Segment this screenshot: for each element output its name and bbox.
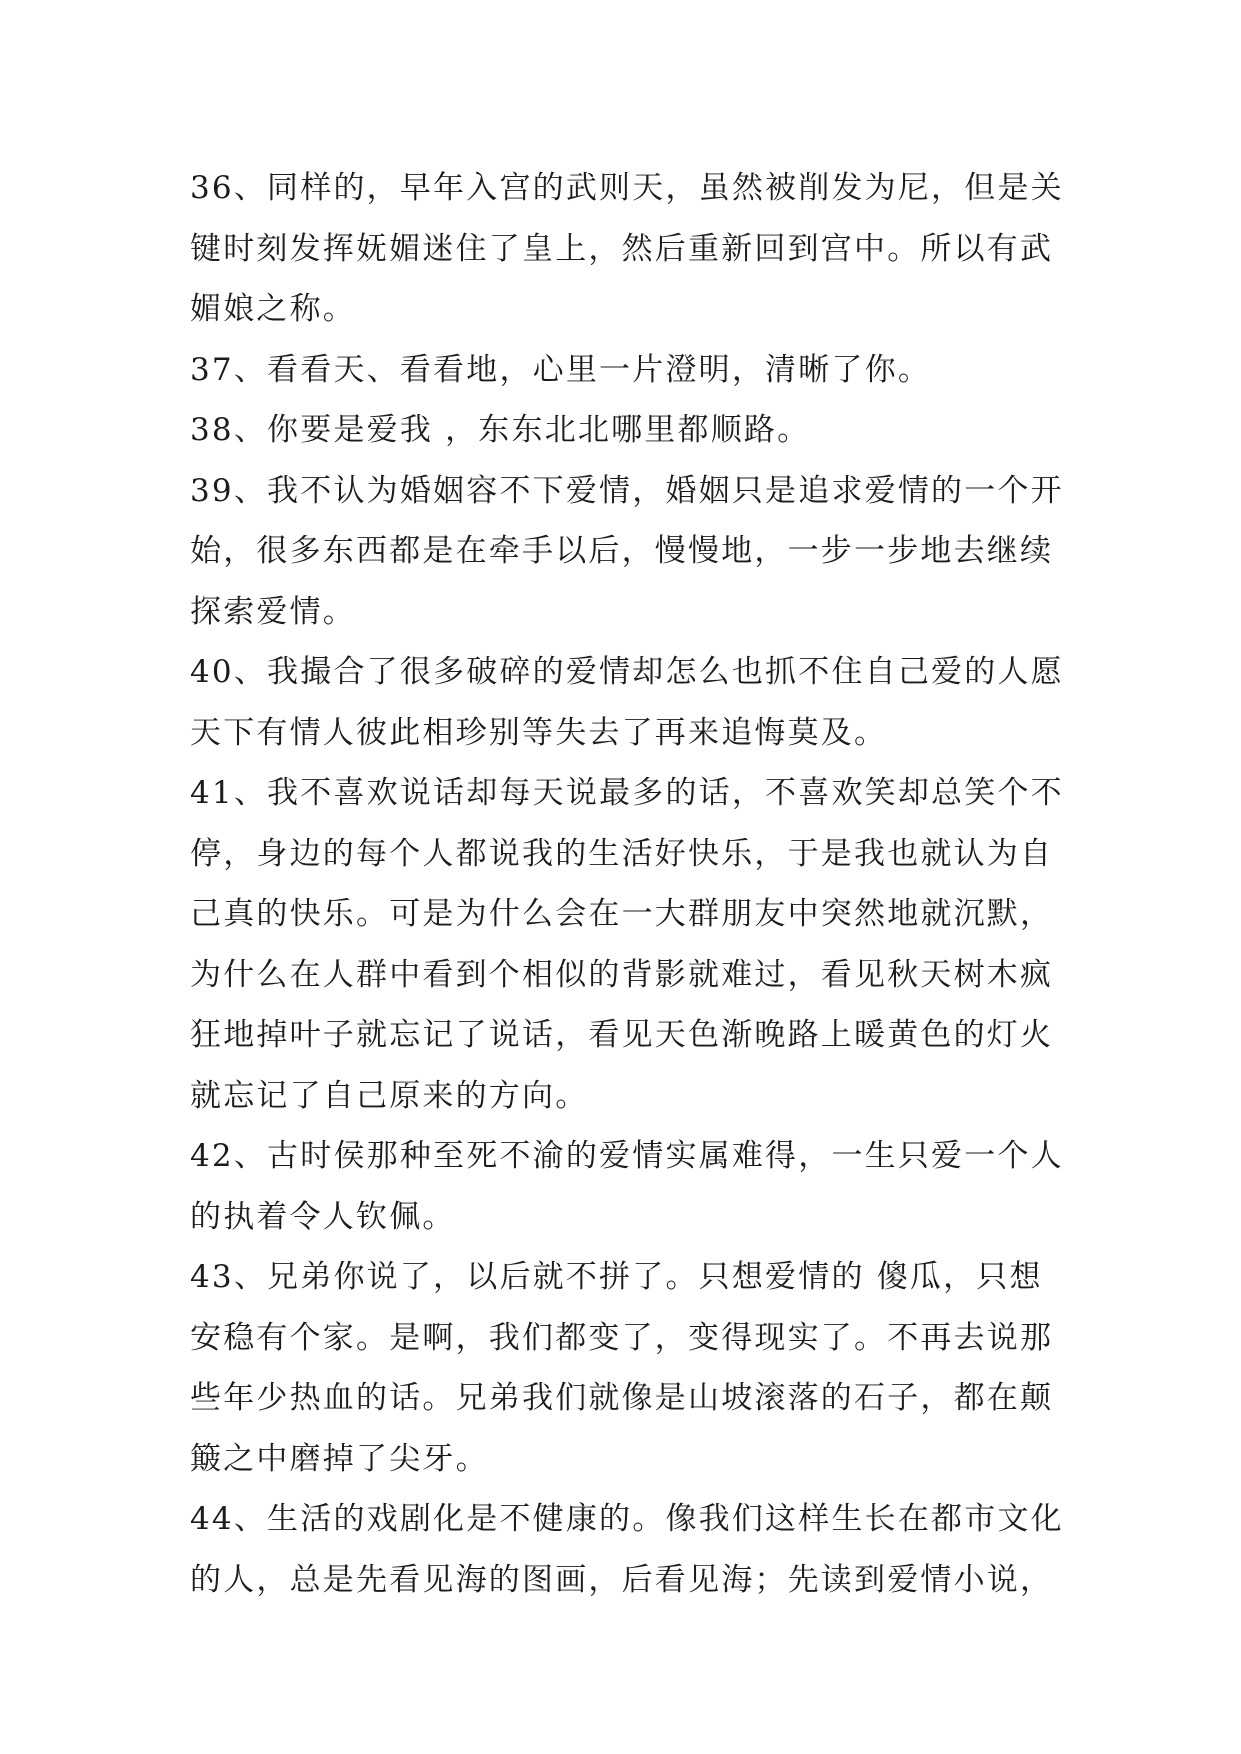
paragraph-39 (190, 461, 1064, 643)
text-line: 的执着令人钦佩。 (190, 1198, 456, 1235)
text-line: 媚娘之称。 (190, 291, 356, 327)
text-line: 37、看看天、看看地，心里一片澄明，清晰了你。 (190, 351, 932, 388)
text-line: 己真的快乐。可是为什么会在一大群朋友中突然地就沉默， (190, 896, 1054, 932)
paragraph-37 (190, 340, 1050, 401)
document-body (190, 158, 1064, 1610)
paragraph-44 (190, 1489, 1064, 1610)
text-line: 44、生活的戏剧化是不健康的。像我们这样生长在都市文化 (190, 1501, 1064, 1537)
text-line: 安稳有个家。是啊，我们都变了，变得现实了。不再去说那 (190, 1319, 1054, 1356)
text-line: 43、兄弟你说了，以后就不拼了。只想爱情的 傻瓜，只想 (190, 1259, 1043, 1295)
text-line: 键时刻发挥妩媚迷住了皇上，然后重新回到宫中。所以有武 (190, 230, 1054, 267)
paragraph-36 (190, 158, 1064, 340)
text-line: 的人，总是先看见海的图画，后看见海；先读到爱情小说， (190, 1561, 1054, 1598)
paragraph-42 (190, 1126, 1064, 1247)
text-line: 41、我不喜欢说话却每天说最多的话，不喜欢笑却总笑个不 (190, 775, 1064, 811)
text-line: 38、你要是爱我 ，东东北北哪里都顺路。 (190, 412, 811, 448)
text-line: 狂地掉叶子就忘记了说话，看见天色渐晚路上暖黄色的灯火 (190, 1017, 1054, 1053)
text-line: 就忘记了自己原来的方向。 (190, 1077, 589, 1114)
text-line: 40、我撮合了很多破碎的爱情却怎么也抓不住自己爱的人愿 (190, 654, 1064, 690)
text-line: 簸之中磨掉了尖牙。 (190, 1440, 489, 1477)
text-line: 始，很多东西都是在牵手以后，慢慢地，一步一步地去继续 (190, 533, 1054, 569)
paragraph-40 (190, 642, 1064, 763)
text-line: 天下有情人彼此相珍别等失去了再来追悔莫及。 (190, 714, 888, 751)
text-line: 探索爱情。 (190, 593, 356, 630)
paragraph-43 (190, 1247, 1054, 1489)
paragraph-38 (190, 400, 1050, 461)
text-line: 39、我不认为婚姻容不下爱情，婚姻只是追求爱情的一个开 (190, 472, 1064, 509)
text-line: 42、古时侯那种至死不渝的爱情实属难得，一生只爱一个人 (190, 1138, 1064, 1174)
paragraph-41 (190, 763, 1064, 1126)
text-line: 为什么在人群中看到个相似的背影就难过，看见秋天树木疯 (190, 956, 1054, 993)
text-line: 36、同样的，早年入宫的武则天，虽然被削发为尼，但是关 (190, 170, 1064, 206)
text-line: 停，身边的每个人都说我的生活好快乐，于是我也就认为自 (190, 835, 1054, 872)
text-line: 些年少热血的话。兄弟我们就像是山坡滚落的石子，都在颠 (190, 1380, 1054, 1416)
